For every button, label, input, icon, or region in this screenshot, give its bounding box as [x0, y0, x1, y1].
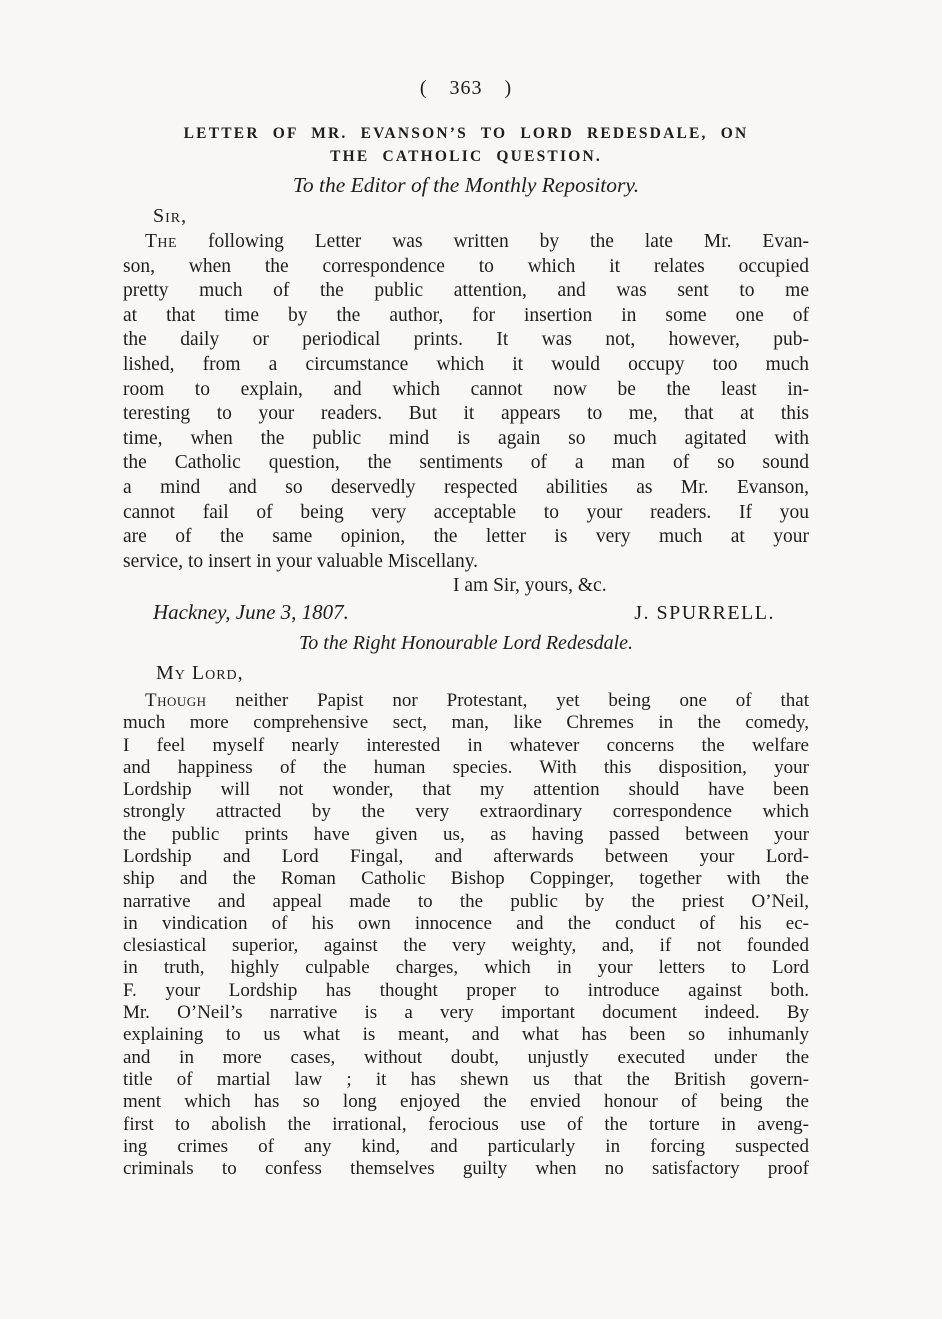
letter-title-line1: LETTER OF MR. EVANSON’S TO LORD REDESDALE, ON: [183, 125, 749, 142]
redesdale-letter-heading: To the Right Honourable Lord Redesdale.: [298, 631, 634, 654]
letter-title-line2: THE CATHOLIC QUESTION.: [330, 148, 602, 165]
paragraph-line: strongly attracted by the very extraordinary correspondence which: [123, 801, 809, 823]
paragraph-line: Lordship will not wonder, that my attention should have been: [123, 779, 809, 801]
paragraph-line-text: following Letter was written by the late Mr. Evan-: [177, 231, 809, 252]
paragraph-line: service, to insert in your valuable Miscellany.: [123, 550, 479, 572]
paragraph-line: [123, 230, 809, 255]
paragraph-line: and in more cases, without doubt, unjustly executed under the: [123, 1046, 809, 1068]
paragraph-line: Mr. O’Neil’s narrative is a very important document indeed. By: [123, 1002, 809, 1024]
paragraph-line-text: neither Papist nor Protestant, yet being one of that: [206, 689, 809, 711]
paragraph-line: first to abolish the irrational, ferocious use of the torture in aveng-: [123, 1113, 809, 1135]
paragraph-line: ship and the Roman Catholic Bishop Coppinger, together with the: [123, 868, 809, 890]
redesdale-letter-salutation: My Lord,: [156, 661, 244, 684]
signature: J. SPURRELL.: [634, 601, 775, 624]
paragraph-line: time, when the public mind is again so much agitated with: [123, 427, 809, 449]
place-date: Hackney, June 3, 1807.: [153, 599, 349, 624]
paragraph-line: the daily or periodical prints. It was not, however, pub-: [123, 329, 809, 351]
paragraph-lead-word: Though: [145, 689, 207, 711]
page-number: ( 363 ): [419, 77, 513, 99]
editor-letter-paragraph: [123, 230, 809, 574]
paragraph-line: the Catholic question, the sentiments of a man of so sound: [123, 452, 809, 474]
paragraph-line: [123, 690, 809, 712]
paragraph-line: in vindication of his own innocence and the conduct of his ec-: [123, 912, 809, 934]
paragraph-line: at that time by the author, for insertion in some one of: [123, 304, 809, 326]
paragraph-line: son, when the correspondence to which it relates occupied: [123, 255, 809, 277]
paragraph-line: ing crimes of any kind, and particularly in forcing suspected: [123, 1135, 809, 1157]
editor-letter-signoff: I am Sir, yours, &c.: [453, 575, 607, 597]
paragraph-line: room to explain, and which cannot now be the least in-: [123, 378, 809, 400]
paragraph-line: and happiness of the human species. With this disposition, your: [123, 756, 809, 778]
paragraph-line: Lordship and Lord Fingal, and afterwards between your Lord-: [123, 845, 809, 867]
paragraph-line: clesiastical superior, against the very weighty, and, if not founded: [123, 935, 809, 957]
paragraph-line: a mind and so deservedly respected abilities as Mr. Evanson,: [123, 476, 809, 498]
paragraph-line: the public prints have given us, as having passed between your: [123, 823, 809, 845]
editor-letter-subtitle: To the Editor of the Monthly Repository.: [292, 173, 640, 197]
paragraph-line: cannot fail of being very acceptable to your readers. If you: [123, 501, 809, 523]
signature-row: [123, 599, 809, 626]
paragraph-lead-word: The: [145, 231, 178, 252]
paragraph-line: criminals to confess themselves guilty when no satisfactory proof: [123, 1158, 809, 1180]
letter-title: [123, 122, 809, 168]
paragraph-line: are of the same opinion, the letter is very much at your: [123, 526, 809, 548]
redesdale-letter-paragraph: [123, 690, 809, 1181]
paragraph-line: lished, from a circumstance which it would occupy too much: [123, 353, 809, 375]
paragraph-line: I feel myself nearly interested in whatever concerns the welfare: [123, 734, 809, 756]
editor-letter-salutation: Sir,: [153, 205, 188, 227]
paragraph-line: pretty much of the public attention, and was sent to me: [123, 280, 809, 302]
paragraph-line: much more comprehensive sect, man, like Chremes in the comedy,: [123, 712, 809, 734]
paragraph-line: explaining to us what is meant, and what has been so inhumanly: [123, 1024, 809, 1046]
paragraph-line: ment which has so long enjoyed the envied honour of being the: [123, 1091, 809, 1113]
paragraph-line: in truth, highly culpable charges, which in your letters to Lord: [123, 957, 809, 979]
paragraph-line: title of martial law ; it has shewn us that the British govern-: [123, 1068, 809, 1090]
paragraph-line: teresting to your readers. But it appears to me, that at this: [123, 403, 809, 425]
paragraph-line: narrative and appeal made to the public by the priest O’Neil,: [123, 890, 809, 912]
paragraph-line: F. your Lordship has thought proper to introduce against both.: [123, 979, 809, 1001]
text-column: [123, 76, 809, 1180]
